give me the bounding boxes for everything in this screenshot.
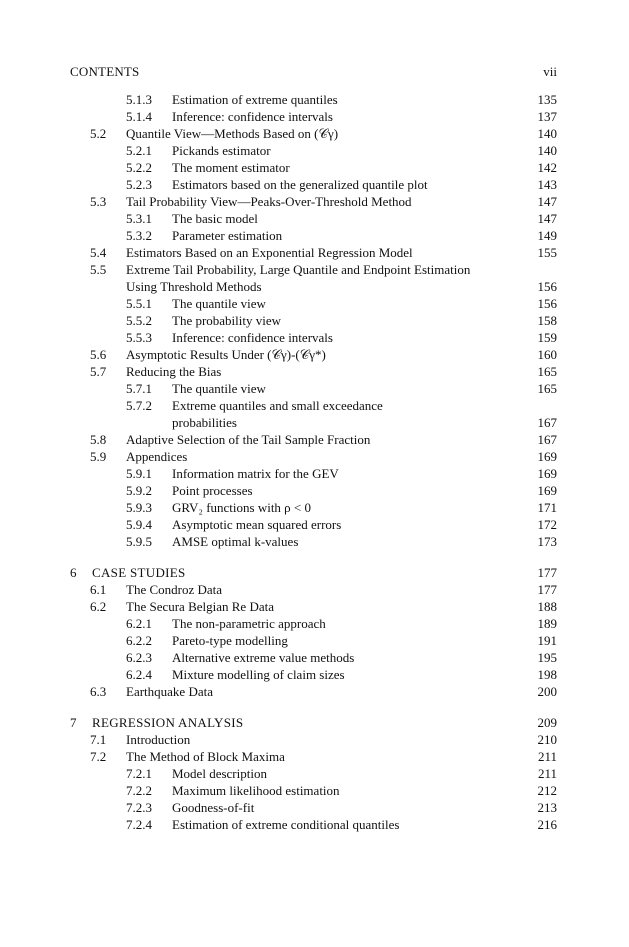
toc-entry-number: 7.2.1 (126, 766, 152, 781)
toc-entry-title (172, 227, 517, 244)
toc-entry-page: 160 (537, 347, 557, 362)
toc-entry-title-line: Introduction (126, 732, 194, 747)
toc-entry-page: 167 (537, 432, 557, 447)
toc-entry-subsection[interactable] (70, 499, 557, 516)
toc-entry-title-line: CASE STUDIES (92, 565, 190, 580)
toc-entry-subsection[interactable] (70, 482, 557, 499)
toc-entry-number: 7.2.3 (126, 800, 152, 815)
toc-entry-title-line: Quantile View—Methods Based on (𝒞γ) (126, 126, 342, 141)
toc-entry-number: 5.2.3 (126, 177, 152, 192)
toc-entry-page: 216 (537, 817, 557, 832)
toc-entry-page: 158 (537, 313, 557, 328)
toc-entry-number: 5.9 (90, 449, 107, 464)
toc-entry-title (126, 731, 517, 748)
toc-entry-page: 177 (537, 565, 557, 580)
toc-entry-title-line: Pareto-type modelling (172, 633, 292, 648)
toc-entry-subsection[interactable] (70, 816, 557, 833)
toc-entry-section[interactable] (70, 125, 557, 142)
toc-entry-subsection[interactable] (70, 380, 557, 397)
toc-entry-subsection[interactable] (70, 227, 557, 244)
toc-entry-chapter[interactable] (70, 564, 557, 581)
toc-entry-page: 200 (537, 684, 557, 699)
toc-entry-page: 165 (537, 381, 557, 396)
toc-entry-title-line: Extreme Tail Probability, Large Quantile and Endpoint Estimation (126, 262, 474, 277)
toc-entry-number: 5.1.3 (126, 92, 152, 107)
toc-entry-title-line: Point processes (172, 483, 257, 498)
toc-entry-title-line: Parameter estimation (172, 228, 286, 243)
running-header-title: CONTENTS (70, 64, 140, 79)
toc-entry-title (172, 482, 517, 499)
toc-entry-title-line: REGRESSION ANALYSIS (92, 715, 247, 730)
toc-entry-subsection[interactable] (70, 108, 557, 125)
toc-entry-number: 5.9.4 (126, 517, 152, 532)
toc-entry-section[interactable] (70, 581, 557, 598)
toc-entry-page: 195 (537, 650, 557, 665)
toc-entry-title (172, 816, 517, 833)
toc-entry-title (126, 125, 517, 142)
toc-entry-number: 6.2.4 (126, 667, 152, 682)
toc-entry-section[interactable] (70, 363, 557, 380)
toc-entry-number: 6.3 (90, 684, 107, 699)
toc-entry-section[interactable] (70, 683, 557, 700)
toc-entry-title (92, 714, 517, 731)
toc-entry-number: 6 (70, 565, 77, 580)
toc-entry-number: 5.5.1 (126, 296, 152, 311)
page-number: vii (543, 64, 557, 79)
toc-entry-title (172, 615, 517, 632)
toc-entry-subsection[interactable] (70, 649, 557, 666)
toc-entry-title (172, 142, 517, 159)
toc-entry-subsection[interactable] (70, 91, 557, 108)
toc-entry-title-line: The Condroz Data (126, 582, 226, 597)
toc-entry-page: 142 (537, 160, 557, 175)
toc-entry-page: 147 (537, 194, 557, 209)
toc-entry-title (126, 581, 517, 598)
toc-entry-title (172, 91, 517, 108)
toc-entry-subsection[interactable] (70, 765, 557, 782)
toc-entry-subsection[interactable] (70, 782, 557, 799)
toc-entry-title (126, 244, 517, 261)
toc-entry-title (172, 782, 517, 799)
toc-entry-subsection[interactable] (70, 329, 557, 346)
toc-entry-page: 156 (537, 296, 557, 311)
toc-entry-page: 169 (537, 449, 557, 464)
toc-entry-number: 5.7 (90, 364, 107, 379)
toc-entry-title (126, 346, 517, 363)
toc-entry-title (172, 465, 517, 482)
toc-entry-title (172, 666, 517, 683)
toc-entry-number: 5.5 (90, 262, 107, 277)
toc-entry-title (92, 564, 517, 581)
toc-entry-page: 212 (537, 783, 557, 798)
toc-entry-title-line: Appendices (126, 449, 191, 464)
toc-entry-page: 156 (537, 279, 557, 294)
toc-entry-number: 5.1.4 (126, 109, 152, 124)
toc-entry-title (172, 516, 517, 533)
toc-entry-title-line: The probability view (172, 313, 285, 328)
toc-entry-number: 7 (70, 715, 77, 730)
table-of-contents (70, 91, 557, 833)
toc-entry-page: 209 (537, 715, 557, 730)
toc-entry-title-line: Estimation of extreme conditional quantiles (172, 817, 403, 832)
toc-entry-page: 140 (537, 126, 557, 141)
toc-entry-page: 188 (537, 599, 557, 614)
toc-entry-subsection[interactable] (70, 516, 557, 533)
toc-entry-number: 5.6 (90, 347, 107, 362)
toc-entry-title-line: Maximum likelihood estimation (172, 783, 344, 798)
toc-entry-title-line: Asymptotic Results Under (𝒞γ)-(𝒞γ*) (126, 347, 330, 362)
toc-entry-title (172, 159, 517, 176)
toc-entry-section[interactable] (70, 346, 557, 363)
toc-entry-number: 5.3 (90, 194, 107, 209)
toc-entry-subsection[interactable] (70, 312, 557, 329)
toc-entry-number: 5.4 (90, 245, 107, 260)
toc-entry-page: 167 (537, 415, 557, 430)
toc-entry-number: 5.2 (90, 126, 107, 141)
toc-entry-title (172, 397, 517, 431)
toc-entry-number: 5.8 (90, 432, 107, 447)
toc-entry-title (126, 448, 517, 465)
toc-entry-number: 5.3.1 (126, 211, 152, 226)
toc-entry-title (172, 380, 517, 397)
toc-entry-title (172, 108, 517, 125)
toc-entry-page: 189 (537, 616, 557, 631)
toc-entry-title-line: Adaptive Selection of the Tail Sample Fraction (126, 432, 374, 447)
toc-entry-title (126, 261, 517, 295)
toc-entry-subsection[interactable] (70, 533, 557, 550)
toc-entry-section[interactable] (70, 598, 557, 615)
toc-entry-title (172, 533, 517, 550)
toc-entry-page: 171 (537, 500, 557, 515)
toc-entry-page: 135 (537, 92, 557, 107)
toc-entry-page: 213 (537, 800, 557, 815)
toc-entry-title-line: The basic model (172, 211, 262, 226)
toc-entry-title (172, 329, 517, 346)
toc-entry-subsection[interactable] (70, 159, 557, 176)
toc-entry-page: 143 (537, 177, 557, 192)
toc-entry-title-line: AMSE optimal k-values (172, 534, 302, 549)
toc-entry-page: 211 (537, 766, 557, 781)
toc-entry-number: 7.2 (90, 749, 107, 764)
toc-entry-subsection[interactable] (70, 615, 557, 632)
toc-entry-page: 198 (537, 667, 557, 682)
toc-entry-page: 165 (537, 364, 557, 379)
toc-entry-title (172, 799, 517, 816)
toc-entry-page: 177 (537, 582, 557, 597)
toc-entry-title-line: Inference: confidence intervals (172, 109, 337, 124)
toc-entry-number: 5.9.2 (126, 483, 152, 498)
toc-entry-number: 5.5.3 (126, 330, 152, 345)
toc-entry-page: 149 (537, 228, 557, 243)
toc-entry-number: 5.2.2 (126, 160, 152, 175)
toc-entry-title (126, 598, 517, 615)
toc-entry-page: 147 (537, 211, 557, 226)
toc-entry-title-line: Using Threshold Methods (126, 279, 266, 294)
toc-entry-number: 6.2.2 (126, 633, 152, 648)
toc-entry-title (172, 210, 517, 227)
toc-entry-title (172, 312, 517, 329)
toc-entry-subsection[interactable] (70, 799, 557, 816)
toc-entry-title-line: Mixture modelling of claim sizes (172, 667, 349, 682)
running-header (70, 64, 557, 82)
toc-entry-title-line: The quantile view (172, 381, 270, 396)
toc-entry-title-line: Model description (172, 766, 271, 781)
toc-entry-title-line: Reducing the Bias (126, 364, 225, 379)
toc-entry-number: 6.2.3 (126, 650, 152, 665)
toc-entry-page: 173 (537, 534, 557, 549)
toc-entry-chapter[interactable] (70, 714, 557, 731)
toc-entry-title-line: Alternative extreme value methods (172, 650, 358, 665)
toc-entry-page: 169 (537, 483, 557, 498)
toc-entry-subsection[interactable] (70, 210, 557, 227)
toc-entry-title-line: Estimators based on the generalized quantile plot (172, 177, 432, 192)
toc-entry-page: 172 (537, 517, 557, 532)
toc-entry-number: 6.1 (90, 582, 107, 597)
toc-entry-number: 5.7.2 (126, 398, 152, 413)
toc-entry-title-line: probabilities (172, 415, 241, 430)
toc-entry-page: 137 (537, 109, 557, 124)
toc-entry-title-line: The moment estimator (172, 160, 294, 175)
toc-entry-title-line: GRV₂ functions with ρ < 0 (172, 500, 315, 515)
toc-entry-page: 211 (537, 749, 557, 764)
toc-entry-title (172, 632, 517, 649)
toc-entry-title-line: The Method of Block Maxima (126, 749, 289, 764)
toc-entry-title (126, 193, 517, 210)
toc-entry-number: 7.1 (90, 732, 107, 747)
toc-entry-page: 140 (537, 143, 557, 158)
toc-entry-page: 169 (537, 466, 557, 481)
toc-entry-title-line: Pickands estimator (172, 143, 275, 158)
toc-entry-number: 5.2.1 (126, 143, 152, 158)
toc-entry-subsection[interactable] (70, 632, 557, 649)
toc-entry-number: 7.2.4 (126, 817, 152, 832)
toc-entry-title-line: Estimation of extreme quantiles (172, 92, 342, 107)
toc-entry-section[interactable] (70, 244, 557, 261)
toc-entry-number: 7.2.2 (126, 783, 152, 798)
toc-entry-subsection[interactable] (70, 666, 557, 683)
toc-entry-title (172, 765, 517, 782)
toc-entry-section[interactable] (70, 731, 557, 748)
toc-entry-number: 5.9.1 (126, 466, 152, 481)
toc-entry-number: 5.5.2 (126, 313, 152, 328)
toc-entry-section[interactable] (70, 261, 557, 295)
toc-entry-section[interactable] (70, 748, 557, 765)
toc-entry-title-line: Estimators Based on an Exponential Regression Model (126, 245, 417, 260)
toc-entry-title-line: Goodness-of-fit (172, 800, 258, 815)
toc-entry-title (126, 431, 517, 448)
toc-entry-page: 191 (537, 633, 557, 648)
toc-entry-page: 155 (537, 245, 557, 260)
toc-entry-title (172, 499, 517, 516)
toc-entry-title-line: The non-parametric approach (172, 616, 330, 631)
toc-entry-subsection[interactable] (70, 176, 557, 193)
toc-entry-title (126, 683, 517, 700)
toc-entry-section[interactable] (70, 448, 557, 465)
toc-entry-title (172, 649, 517, 666)
toc-entry-title-line: The Secura Belgian Re Data (126, 599, 278, 614)
toc-entry-title-line: Tail Probability View—Peaks-Over-Threshold Method (126, 194, 416, 209)
toc-entry-title (172, 176, 517, 193)
toc-entry-title-line: Earthquake Data (126, 684, 217, 699)
toc-entry-subsection[interactable] (70, 295, 557, 312)
toc-entry-number: 5.9.5 (126, 534, 152, 549)
toc-entry-subsection[interactable] (70, 397, 557, 431)
toc-entry-subsection[interactable] (70, 142, 557, 159)
toc-entry-title-line: The quantile view (172, 296, 270, 311)
toc-entry-number: 6.2 (90, 599, 107, 614)
toc-entry-number: 5.3.2 (126, 228, 152, 243)
toc-entry-title (126, 748, 517, 765)
toc-entry-title-line: Inference: confidence intervals (172, 330, 337, 345)
toc-entry-number: 5.7.1 (126, 381, 152, 396)
toc-entry-section[interactable] (70, 431, 557, 448)
toc-entry-number: 6.2.1 (126, 616, 152, 631)
toc-entry-title-line: Extreme quantiles and small exceedance (172, 398, 387, 413)
toc-entry-section[interactable] (70, 193, 557, 210)
toc-entry-page: 159 (537, 330, 557, 345)
toc-entry-page: 210 (537, 732, 557, 747)
toc-entry-title (126, 363, 517, 380)
toc-entry-number: 5.9.3 (126, 500, 152, 515)
toc-entry-subsection[interactable] (70, 465, 557, 482)
toc-entry-title (172, 295, 517, 312)
toc-entry-title-line: Asymptotic mean squared errors (172, 517, 345, 532)
toc-entry-title-line: Information matrix for the GEV (172, 466, 343, 481)
